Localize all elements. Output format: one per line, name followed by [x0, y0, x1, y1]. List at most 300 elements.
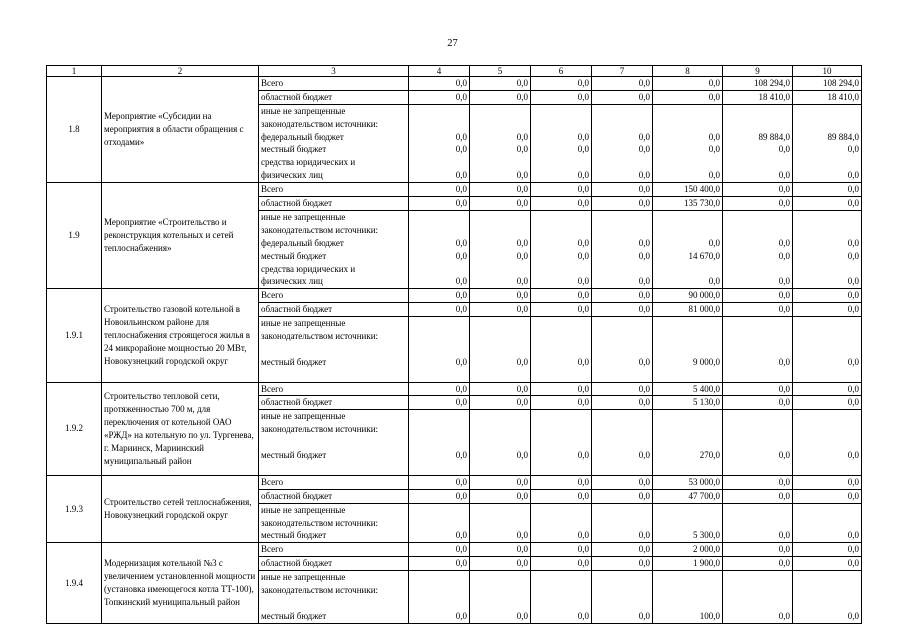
item-code: 1.9.3	[47, 475, 102, 542]
value-cell: 0,0	[470, 90, 531, 104]
value-line: 0,0	[847, 170, 859, 181]
funding-source-line	[261, 462, 406, 475]
value-line	[795, 263, 859, 276]
value-cell	[592, 503, 653, 543]
funding-source	[259, 183, 409, 197]
value-line	[411, 156, 467, 169]
value-line	[533, 517, 589, 530]
value-cell: 0,0	[470, 543, 531, 557]
funding-source-line: местный бюджет	[261, 356, 327, 367]
value-line	[655, 369, 720, 382]
funding-source	[259, 317, 409, 382]
column-header: 2	[102, 66, 259, 77]
funding-source	[259, 289, 409, 303]
column-header: 9	[723, 66, 793, 77]
value-line: 0,0	[847, 356, 859, 367]
value-line	[533, 423, 589, 436]
value-line	[472, 410, 528, 423]
value-line	[795, 156, 859, 169]
funding-source-line: федеральный бюджет	[261, 237, 344, 248]
funding-source-line: законодательством источники:	[261, 331, 379, 342]
value-line	[655, 343, 720, 356]
value-cell: 0,0	[723, 475, 793, 489]
value-cell: 0,0	[653, 90, 723, 104]
value-cell	[592, 571, 653, 624]
column-header: 10	[793, 66, 862, 77]
value-line	[655, 517, 720, 530]
value-cell: 0,0	[531, 197, 592, 211]
funding-source	[259, 197, 409, 211]
value-line: 270,0	[699, 450, 720, 461]
value-cell	[723, 210, 793, 288]
funding-source-line	[261, 436, 406, 449]
value-line: 0,0	[708, 131, 720, 142]
value-cell: 0,0	[409, 396, 470, 410]
value-cell	[531, 410, 592, 475]
value-cell: 0,0	[470, 183, 531, 197]
value-line	[795, 211, 859, 224]
value-line	[472, 224, 528, 237]
funding-source-line: областной бюджет	[261, 490, 333, 501]
value-cell	[409, 410, 470, 475]
value-line	[533, 263, 589, 276]
item-name: Модернизация котельной №3 с увеличением установленной мощности (установка имеющегося котла ТТ-100), Топкинский муниципальный район	[102, 543, 259, 623]
value-line	[594, 369, 650, 382]
value-line	[795, 584, 859, 597]
value-line	[472, 462, 528, 475]
value-cell	[653, 571, 723, 624]
value-line: 0,0	[455, 610, 467, 621]
value-line	[594, 263, 650, 276]
value-line	[655, 156, 720, 169]
funding-source-line: физических лиц	[261, 170, 323, 181]
value-line: 0,0	[847, 610, 859, 621]
value-line	[472, 330, 528, 343]
value-line	[725, 504, 790, 517]
value-line	[795, 224, 859, 237]
value-line: 89 884,0	[758, 131, 790, 142]
value-cell	[793, 503, 862, 543]
value-line: 0,0	[577, 356, 589, 367]
funding-source-line: Всего	[261, 290, 284, 301]
value-cell	[592, 104, 653, 182]
value-line	[725, 423, 790, 436]
budget-table	[46, 65, 862, 624]
funding-source-line: иные не запрещенные	[261, 318, 346, 329]
funding-source-line	[261, 597, 406, 610]
column-header: 7	[592, 66, 653, 77]
value-line	[411, 224, 467, 237]
value-line: 0,0	[455, 250, 467, 261]
value-cell: 0,0	[653, 77, 723, 91]
value-line	[411, 423, 467, 436]
value-line: 0,0	[516, 250, 528, 261]
value-line: 0,0	[778, 530, 790, 541]
value-line	[725, 597, 790, 610]
value-cell: 0,0	[793, 543, 862, 557]
value-line	[725, 343, 790, 356]
value-line: 0,0	[516, 144, 528, 155]
page-number: 27	[447, 38, 458, 49]
value-cell: 0,0	[531, 557, 592, 571]
funding-source-line: федеральный бюджет	[261, 131, 344, 142]
value-cell	[531, 104, 592, 182]
value-line	[411, 462, 467, 475]
value-cell: 0,0	[793, 289, 862, 303]
value-cell	[531, 317, 592, 382]
value-line	[795, 317, 859, 330]
value-cell: 0,0	[531, 475, 592, 489]
value-line	[411, 517, 467, 530]
value-cell: 0,0	[592, 197, 653, 211]
table-row	[47, 382, 862, 396]
funding-source	[259, 90, 409, 104]
value-line	[533, 571, 589, 584]
item-name: Строительство газовой котельной в Новоильинском районе для теплоснабжения строящегося жилья в 24 микрорайоне мощностью 20 МВт, Новокузнецкий городской округ	[102, 289, 259, 382]
value-cell: 108 294,0	[793, 77, 862, 91]
value-line: 0,0	[638, 170, 650, 181]
value-cell	[592, 317, 653, 382]
value-cell: 0,0	[723, 183, 793, 197]
value-line	[655, 211, 720, 224]
value-cell: 0,0	[409, 197, 470, 211]
funding-source	[259, 557, 409, 571]
value-cell: 0,0	[723, 489, 793, 503]
value-line: 0,0	[577, 250, 589, 261]
funding-source-line: местный бюджет	[261, 250, 327, 261]
item-code: 1.9.4	[47, 543, 102, 623]
value-line	[411, 330, 467, 343]
value-line	[411, 369, 467, 382]
value-cell	[653, 104, 723, 182]
value-line	[725, 330, 790, 343]
item-name: Строительство тепловой сети, протяженностью 700 м, для переключения от котельной ОАО «РЖД» на котельную по ул. Тургенева, г. Мариинск, Мариинский муниципальный район	[102, 382, 259, 475]
value-cell: 0,0	[531, 489, 592, 503]
value-line: 89 884,0	[827, 131, 859, 142]
value-line	[411, 597, 467, 610]
value-line	[533, 343, 589, 356]
column-header: 3	[259, 66, 409, 77]
item-name: Мероприятие «Субсидии на мероприятия в области обращения с отходами»	[102, 77, 259, 183]
value-cell: 0,0	[723, 197, 793, 211]
funding-source	[259, 503, 409, 543]
value-cell	[470, 503, 531, 543]
column-header: 6	[531, 66, 592, 77]
value-line	[594, 224, 650, 237]
column-header: 4	[409, 66, 470, 77]
value-cell: 5 400,0	[653, 382, 723, 396]
column-header: 5	[470, 66, 531, 77]
value-line	[795, 423, 859, 436]
value-line	[795, 462, 859, 475]
value-line: 0,0	[778, 170, 790, 181]
header-row	[47, 66, 862, 77]
funding-source	[259, 543, 409, 557]
value-line: 0,0	[847, 276, 859, 287]
funding-source	[259, 104, 409, 182]
value-cell	[653, 210, 723, 288]
value-cell	[592, 410, 653, 475]
value-line: 0,0	[638, 144, 650, 155]
value-line	[795, 369, 859, 382]
funding-source-line: иные не запрещенные	[261, 411, 346, 422]
funding-source-line: местный бюджет	[261, 610, 327, 621]
funding-source-line: иные не запрещенные	[261, 504, 346, 515]
value-cell: 0,0	[531, 183, 592, 197]
value-line	[725, 317, 790, 330]
value-line	[655, 263, 720, 276]
value-line	[795, 571, 859, 584]
value-line: 0,0	[516, 131, 528, 142]
value-cell: 0,0	[592, 557, 653, 571]
value-line	[594, 597, 650, 610]
value-cell: 0,0	[409, 543, 470, 557]
value-line	[725, 156, 790, 169]
value-line: 100,0	[699, 610, 720, 621]
value-line	[411, 504, 467, 517]
value-cell: 5 130,0	[653, 396, 723, 410]
funding-source-line: законодательством источники:	[261, 585, 379, 596]
value-cell: 0,0	[470, 382, 531, 396]
value-line: 0,0	[708, 170, 720, 181]
value-line: 0,0	[455, 170, 467, 181]
item-code: 1.9	[47, 183, 102, 289]
table-row	[47, 183, 862, 197]
value-cell: 81 000,0	[653, 303, 723, 317]
value-line	[655, 462, 720, 475]
value-cell: 0,0	[470, 197, 531, 211]
value-cell: 47 700,0	[653, 489, 723, 503]
value-cell	[409, 104, 470, 182]
value-cell	[793, 571, 862, 624]
value-line	[725, 571, 790, 584]
funding-source-line: законодательством источники:	[261, 424, 379, 435]
value-line	[655, 504, 720, 517]
value-line	[594, 584, 650, 597]
value-cell: 0,0	[409, 90, 470, 104]
value-line	[411, 436, 467, 449]
funding-source-line: областной бюджет	[261, 91, 333, 102]
funding-source-line: законодательством источники:	[261, 517, 379, 528]
value-line: 0,0	[516, 276, 528, 287]
value-line: 0,0	[778, 144, 790, 155]
value-line	[655, 330, 720, 343]
value-line: 0,0	[778, 276, 790, 287]
value-cell: 0,0	[793, 557, 862, 571]
value-line	[795, 343, 859, 356]
value-line	[725, 369, 790, 382]
value-line: 0,0	[778, 356, 790, 367]
value-line: 0,0	[516, 356, 528, 367]
value-line	[533, 410, 589, 423]
value-cell: 0,0	[793, 489, 862, 503]
value-cell: 0,0	[592, 77, 653, 91]
funding-source-line: физических лиц	[261, 276, 323, 287]
funding-source-line: областной бюджет	[261, 397, 333, 408]
value-line	[594, 156, 650, 169]
value-cell: 0,0	[592, 183, 653, 197]
value-line: 0,0	[577, 276, 589, 287]
value-cell: 0,0	[793, 475, 862, 489]
value-line	[533, 105, 589, 118]
funding-source-line: иные не запрещенные	[261, 105, 346, 116]
value-line	[472, 597, 528, 610]
funding-source-line: Всего	[261, 544, 284, 555]
value-line: 0,0	[577, 237, 589, 248]
value-cell: 0,0	[409, 475, 470, 489]
funding-source	[259, 77, 409, 91]
column-header: 1	[47, 66, 102, 77]
value-cell	[653, 503, 723, 543]
value-cell: 18 410,0	[723, 90, 793, 104]
value-line	[594, 211, 650, 224]
value-line: 0,0	[847, 530, 859, 541]
value-cell	[470, 317, 531, 382]
value-cell: 0,0	[793, 303, 862, 317]
value-line	[725, 436, 790, 449]
table-row	[47, 475, 862, 489]
value-cell: 0,0	[723, 382, 793, 396]
value-cell	[409, 210, 470, 288]
value-line	[594, 330, 650, 343]
value-line	[533, 462, 589, 475]
funding-source-line: областной бюджет	[261, 198, 333, 209]
value-line	[594, 343, 650, 356]
value-cell: 108 294,0	[723, 77, 793, 91]
value-line	[472, 317, 528, 330]
value-line	[725, 211, 790, 224]
value-cell: 0,0	[531, 303, 592, 317]
value-cell: 0,0	[531, 543, 592, 557]
item-name: Мероприятие «Строительство и реконструкция котельных и сетей теплоснабжения»	[102, 183, 259, 289]
item-code: 1.9.1	[47, 289, 102, 382]
value-line: 0,0	[638, 250, 650, 261]
value-line	[725, 263, 790, 276]
value-line: 0,0	[778, 237, 790, 248]
value-line	[655, 436, 720, 449]
value-line: 0,0	[455, 450, 467, 461]
value-cell	[653, 410, 723, 475]
value-line: 0,0	[638, 131, 650, 142]
value-line	[472, 343, 528, 356]
value-line: 0,0	[638, 610, 650, 621]
value-cell: 0,0	[531, 77, 592, 91]
value-line: 0,0	[455, 144, 467, 155]
value-line	[411, 105, 467, 118]
value-line: 0,0	[577, 144, 589, 155]
funding-source-line: Всего	[261, 476, 284, 487]
value-line	[655, 597, 720, 610]
value-line	[655, 317, 720, 330]
value-line	[411, 263, 467, 276]
funding-source-line: законодательством источники:	[261, 118, 379, 129]
value-line: 0,0	[847, 237, 859, 248]
value-cell	[723, 410, 793, 475]
value-line: 0,0	[638, 276, 650, 287]
value-cell: 0,0	[793, 382, 862, 396]
value-cell: 0,0	[531, 289, 592, 303]
value-line	[594, 317, 650, 330]
value-cell: 0,0	[470, 303, 531, 317]
value-line	[411, 584, 467, 597]
value-line	[655, 118, 720, 131]
value-cell: 0,0	[592, 382, 653, 396]
funding-source	[259, 410, 409, 475]
value-line	[411, 343, 467, 356]
funding-source-line	[261, 369, 406, 382]
funding-source	[259, 210, 409, 288]
value-line: 0,0	[638, 356, 650, 367]
value-cell: 90 000,0	[653, 289, 723, 303]
value-cell: 2 000,0	[653, 543, 723, 557]
value-line	[795, 330, 859, 343]
value-line: 0,0	[455, 237, 467, 248]
funding-source-line: местный бюджет	[261, 530, 327, 541]
value-cell: 0,0	[723, 396, 793, 410]
value-line: 0,0	[455, 356, 467, 367]
value-line	[594, 423, 650, 436]
value-cell: 0,0	[723, 303, 793, 317]
value-cell: 53 000,0	[653, 475, 723, 489]
value-cell: 0,0	[409, 382, 470, 396]
table-row	[47, 289, 862, 303]
value-cell: 0,0	[470, 489, 531, 503]
value-line: 0,0	[847, 450, 859, 461]
value-cell: 0,0	[409, 289, 470, 303]
funding-source-line: Всего	[261, 383, 284, 394]
funding-source-line: местный бюджет	[261, 144, 327, 155]
value-line: 0,0	[455, 530, 467, 541]
funding-source	[259, 489, 409, 503]
value-cell: 0,0	[409, 303, 470, 317]
value-line: 9 000,0	[693, 356, 720, 367]
value-line	[411, 211, 467, 224]
value-cell: 0,0	[793, 197, 862, 211]
funding-source	[259, 571, 409, 624]
funding-source-line: областной бюджет	[261, 304, 333, 315]
value-line	[533, 211, 589, 224]
item-code: 1.9.2	[47, 382, 102, 475]
value-line	[472, 118, 528, 131]
value-cell: 0,0	[592, 489, 653, 503]
value-cell: 0,0	[592, 289, 653, 303]
value-cell: 0,0	[592, 90, 653, 104]
value-cell	[470, 571, 531, 624]
value-cell	[531, 210, 592, 288]
value-line	[594, 504, 650, 517]
value-cell: 0,0	[592, 303, 653, 317]
value-cell	[409, 317, 470, 382]
value-line	[655, 423, 720, 436]
value-cell	[470, 104, 531, 182]
value-cell	[409, 571, 470, 624]
value-line	[533, 224, 589, 237]
value-line	[594, 517, 650, 530]
value-line	[472, 571, 528, 584]
value-line: 0,0	[708, 144, 720, 155]
funding-source-line: средства юридических и	[261, 263, 356, 274]
value-line	[533, 317, 589, 330]
funding-source-line: областной бюджет	[261, 558, 333, 569]
value-line: 0,0	[516, 530, 528, 541]
value-cell: 0,0	[592, 543, 653, 557]
value-line: 0,0	[516, 237, 528, 248]
value-line	[533, 330, 589, 343]
value-line: 0,0	[577, 450, 589, 461]
value-cell: 0,0	[470, 475, 531, 489]
value-line	[725, 224, 790, 237]
value-cell	[723, 104, 793, 182]
